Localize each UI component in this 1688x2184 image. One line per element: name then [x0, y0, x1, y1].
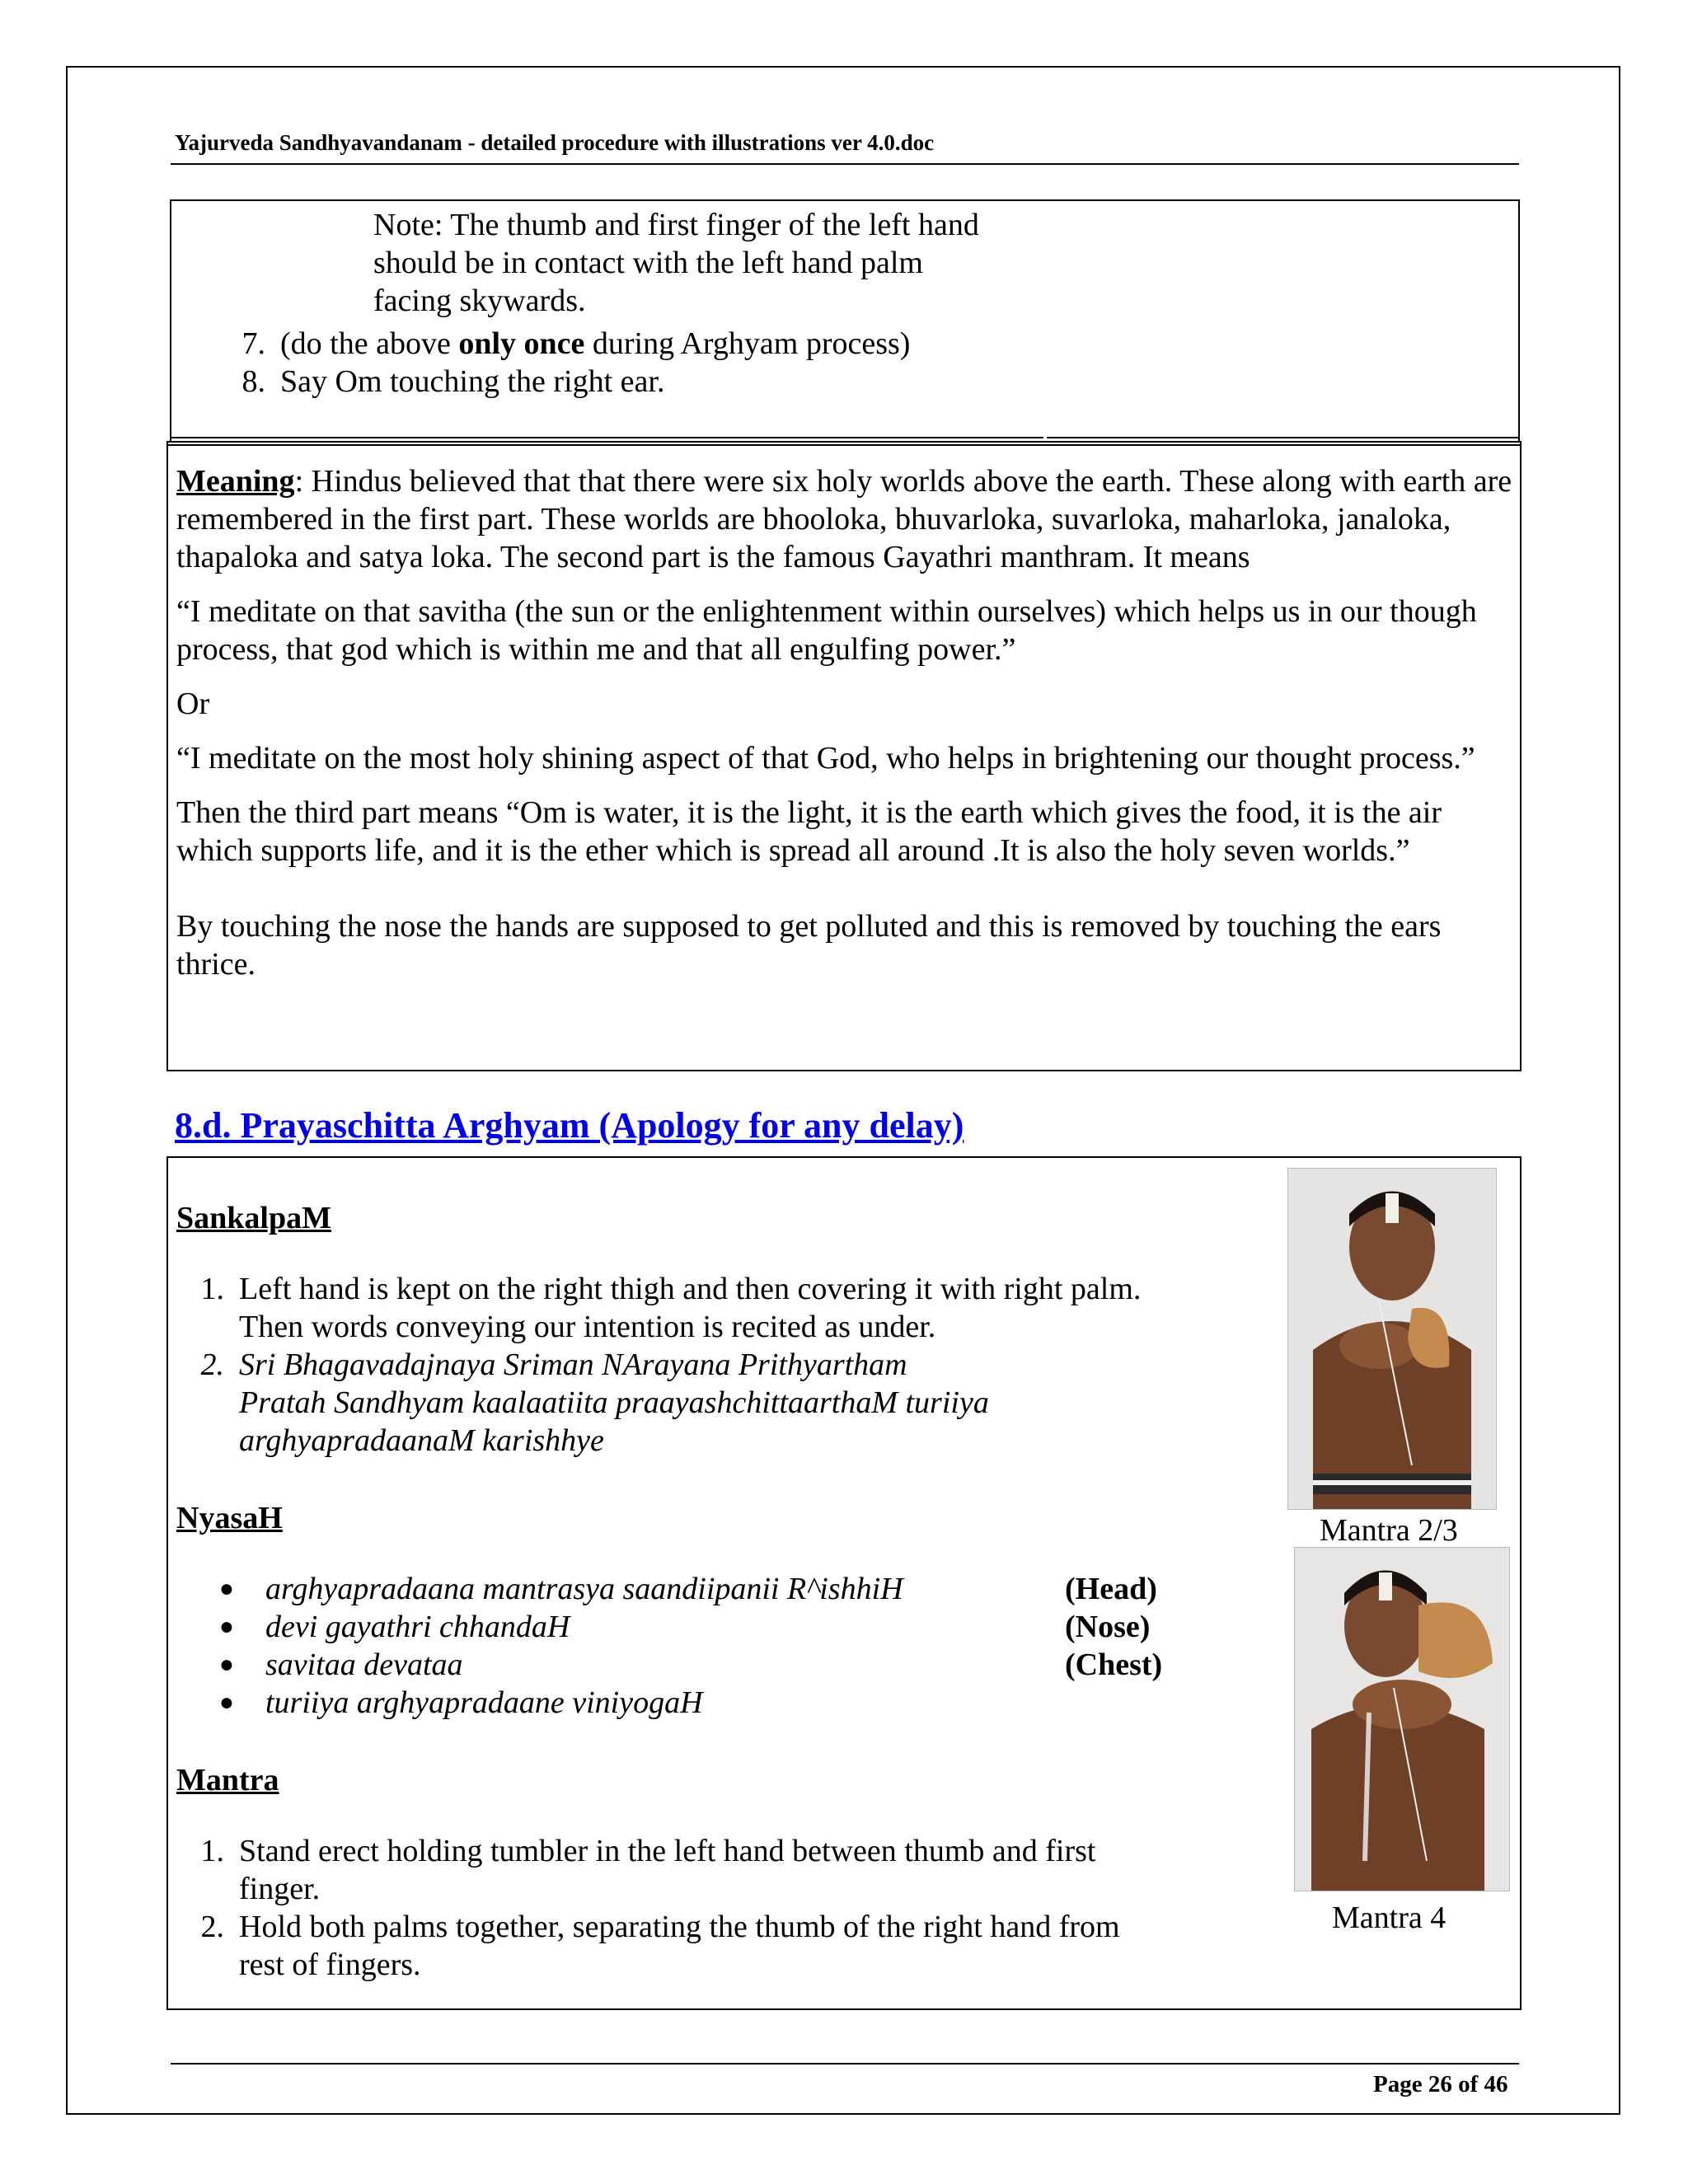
- list-number: 2.: [200, 1910, 224, 1944]
- sankalpam-heading: SankalpaM: [176, 1201, 331, 1235]
- footer-rule: [171, 2063, 1519, 2064]
- list-text: Hold both palms together, separating the thumb of the right hand from rest of fingers.: [239, 1910, 1120, 1982]
- header-rule: [171, 163, 1519, 165]
- section-heading-link[interactable]: 8.d. Prayaschitta Arghyam (Apology for any delay): [175, 1105, 964, 1146]
- body-part: (Nose): [1065, 1610, 1151, 1644]
- photo-caption: Mantra 2/3: [1320, 1513, 1458, 1548]
- divider: [171, 437, 1043, 438]
- meaning-paragraph: “I meditate on that savitha (the sun or the enlightenment within ourselves) which helps us in our though process, that god which is within me and that all engulfing power.”: [176, 594, 1477, 667]
- note-line: should be in contact with the left hand palm: [373, 246, 923, 280]
- list-text: (do the above only once during Arghyam process): [280, 326, 911, 361]
- list-item: [176, 1570, 1413, 1608]
- bullet: ●: [218, 1651, 234, 1678]
- list-number: 2.: [200, 1347, 224, 1382]
- nyasah-list: [176, 1570, 1413, 1722]
- meaning-content: [176, 462, 1520, 1000]
- body-part: (Chest): [1065, 1647, 1163, 1682]
- bullet: ●: [218, 1575, 234, 1602]
- list-item: [176, 1608, 1413, 1646]
- bullet: ●: [218, 1689, 234, 1716]
- list-text: Sri Bhagavadajnaya Sriman NArayana Prithyartham Pratah Sandhyam kaalaatiita praayashchittaarthaM turiiya arghyapradaanaM karishhye: [239, 1347, 989, 1458]
- meaning-label: Meaning: [176, 464, 295, 499]
- list-item: [176, 1346, 1413, 1460]
- procedure-content: [176, 1199, 1413, 1984]
- list-item: [176, 1270, 1413, 1346]
- meaning-paragraph: Or: [176, 687, 210, 721]
- list-text: devi gayathri chhandaH: [265, 1610, 570, 1644]
- note-line: Note: The thumb and first finger of the left hand: [373, 208, 979, 242]
- list-text: savitaa devataa: [265, 1647, 463, 1682]
- mantra-4-photo: [1294, 1547, 1510, 1891]
- page-number: Page 26 of 46: [1373, 2071, 1508, 2097]
- mantra-2-3-photo: [1287, 1168, 1497, 1510]
- steps-continued-box: [170, 199, 1520, 443]
- list-item: [176, 1908, 1413, 1984]
- meaning-paragraph: Then the third part means “Om is water, it is the light, it is the earth which gives the food, it is the air which supports life, and it is the ether which is spread all around .It is also the holy seven worlds.”: [176, 795, 1442, 868]
- list-number: 7.: [241, 326, 265, 361]
- body-part: (Head): [1065, 1572, 1157, 1606]
- list-item: [218, 363, 910, 401]
- list-number: 1.: [200, 1834, 224, 1868]
- list-number: 1.: [200, 1272, 224, 1306]
- meaning-paragraph: “I meditate on the most holy shining aspect of that God, who helps in brightening our thought process.”: [176, 741, 1475, 776]
- list-item: [176, 1684, 1413, 1722]
- step-list: [218, 325, 910, 401]
- list-text: Left hand is kept on the right thigh and then covering it with right palm. Then words conveying our intention is recited as under.: [239, 1272, 1142, 1344]
- list-text: Say Om touching the right ear.: [280, 364, 665, 399]
- nyasah-heading: NyasaH: [176, 1501, 283, 1535]
- bullet: ●: [218, 1613, 234, 1640]
- note-text: [373, 206, 979, 320]
- sankalpam-list: [176, 1270, 1413, 1460]
- meaning-paragraph: Meaning: Hindus believed that that there were six holy worlds above the earth. These along with earth are remembered in the first part. These worlds are bhooloka, bhuvarloka, suvarloka, maharloka, janaloka, thapaloka and satya loka. The second part is the famous Gayathri manthram. It means: [176, 464, 1512, 574]
- note-line: facing skywards.: [373, 284, 586, 318]
- double-rule: [168, 441, 1520, 446]
- list-number: 8.: [241, 364, 265, 399]
- list-text: turiiya arghyapradaane viniyogaH: [265, 1685, 703, 1720]
- list-item: [218, 325, 910, 363]
- photo-caption: Mantra 4: [1332, 1900, 1447, 1935]
- list-item: [176, 1832, 1413, 1908]
- list-item: [176, 1646, 1413, 1684]
- list-text: arghyapradaana mantrasya saandiipanii R^ishhiH: [265, 1572, 903, 1606]
- meaning-paragraph: By touching the nose the hands are supposed to get polluted and this is removed by touching the ears thrice.: [176, 909, 1442, 982]
- mantra-list: [176, 1832, 1413, 1984]
- document-header: Yajurveda Sandhyavandanam - detailed procedure with illustrations ver 4.0.doc: [175, 130, 935, 155]
- divider: [1047, 437, 1520, 438]
- list-text: Stand erect holding tumbler in the left hand between thumb and first finger.: [239, 1834, 1096, 1906]
- meaning-box: [166, 441, 1522, 1071]
- mantra-heading: Mantra: [176, 1763, 279, 1797]
